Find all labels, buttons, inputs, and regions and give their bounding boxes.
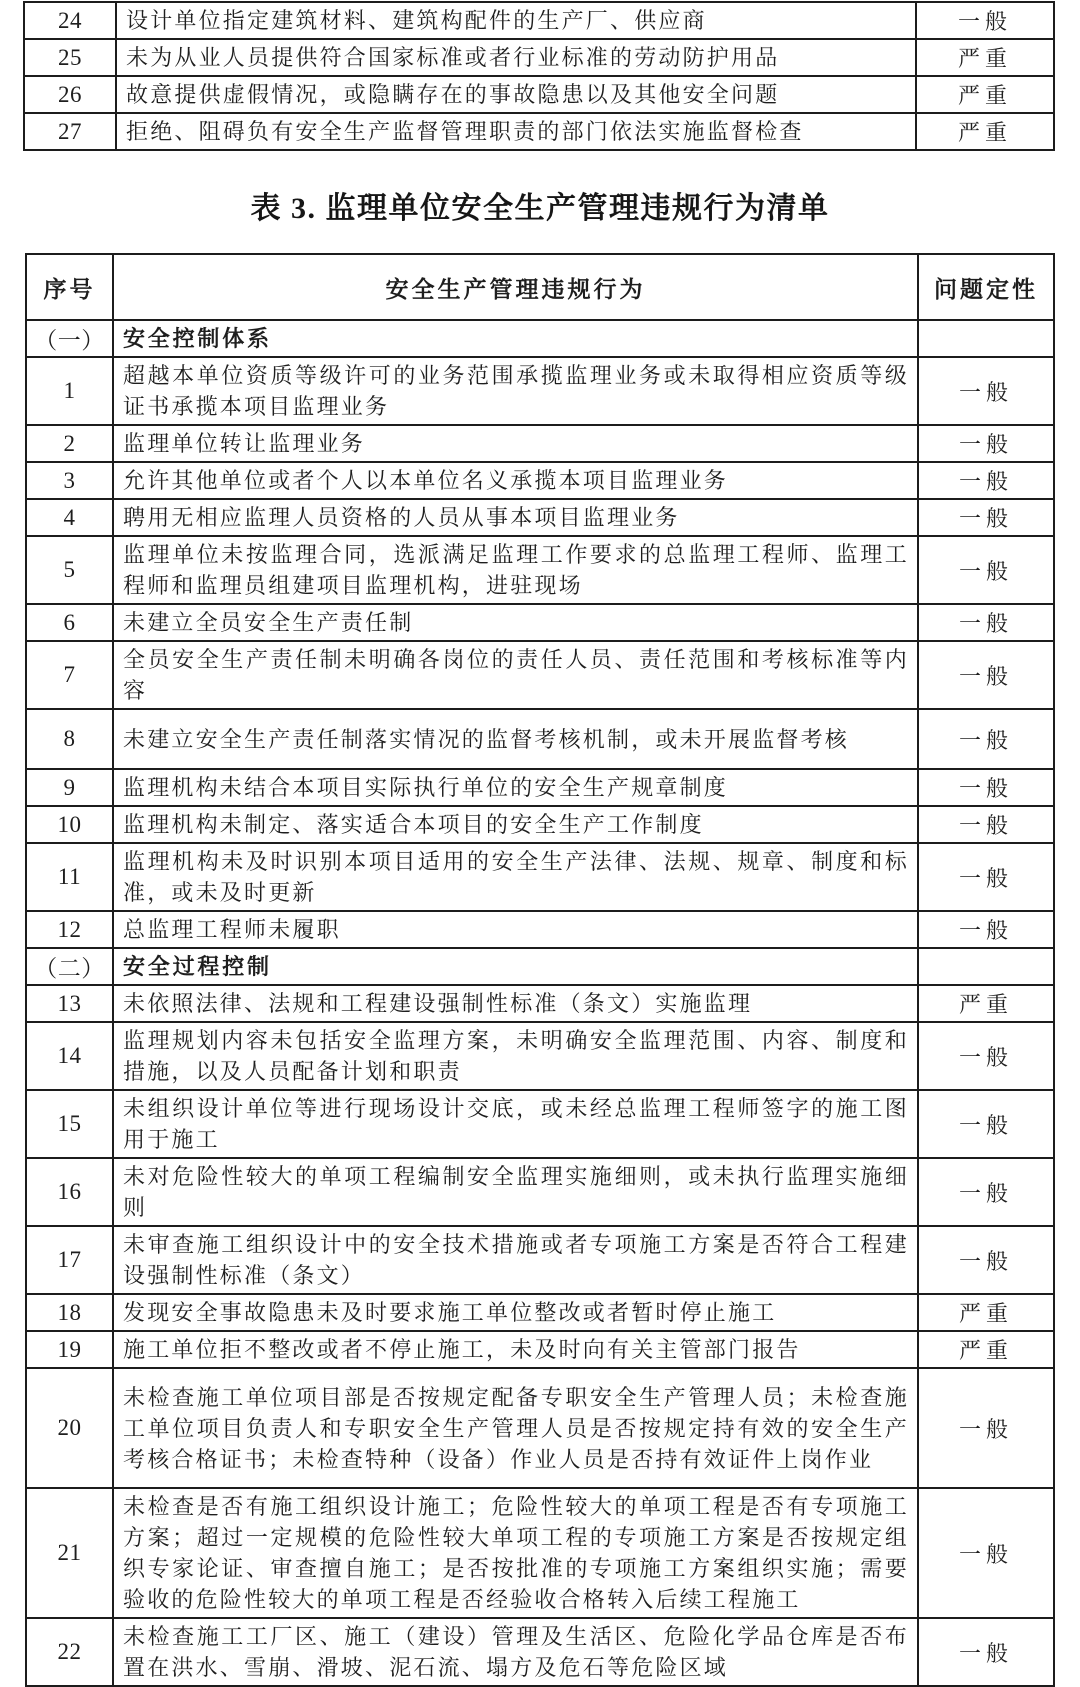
row-index-cell: （一） [26, 320, 113, 357]
violation-text-cell: 监理机构未制定、落实适合本项目的安全生产工作制度 [113, 806, 918, 843]
violation-text-cell: 未为从业人员提供符合国家标准或者行业标准的劳动防护用品 [116, 39, 916, 76]
table-header-row [26, 254, 1054, 320]
table-row [26, 985, 1054, 1022]
severity-cell: 一般 [918, 1158, 1054, 1226]
table-row [26, 769, 1054, 806]
severity-cell: 一般 [918, 769, 1054, 806]
table-row [26, 1226, 1054, 1294]
violation-text-cell: 安全过程控制 [113, 948, 918, 985]
row-index-cell: 22 [26, 1618, 113, 1686]
violation-text-cell: 未建立安全生产责任制落实情况的监督考核机制，或未开展监督考核 [113, 709, 918, 769]
row-index-cell: 8 [26, 709, 113, 769]
violation-text-cell: 发现安全事故隐患未及时要求施工单位整改或者暂时停止施工 [113, 1294, 918, 1331]
severity-cell: 一般 [918, 462, 1054, 499]
severity-cell: 一般 [918, 425, 1054, 462]
section-row [26, 320, 1054, 357]
severity-cell: 一般 [918, 1226, 1054, 1294]
table-row [26, 425, 1054, 462]
violation-text-cell: 安全控制体系 [113, 320, 918, 357]
severity-cell: 一般 [918, 1022, 1054, 1090]
row-index-cell: 19 [26, 1331, 113, 1368]
severity-cell: 严重 [918, 1331, 1054, 1368]
column-header-index: 序号 [26, 254, 113, 320]
violation-text-cell: 超越本单位资质等级许可的业务范围承揽监理业务或未取得相应资质等级证书承揽本项目监理业务 [113, 357, 918, 425]
severity-cell: 严重 [916, 76, 1054, 113]
table-row [26, 843, 1054, 911]
row-index-cell: 7 [26, 641, 113, 709]
table-row [26, 1331, 1054, 1368]
violation-text-cell: 监理单位未按监理合同，选派满足监理工作要求的总监理工程师、监理工程师和监理员组建项目监理机构，进驻现场 [113, 536, 918, 604]
severity-cell [918, 320, 1054, 357]
row-index-cell: 16 [26, 1158, 113, 1226]
row-index-cell: 2 [26, 425, 113, 462]
violation-text-cell: 未建立全员安全生产责任制 [113, 604, 918, 641]
severity-cell: 一般 [918, 806, 1054, 843]
section-row [26, 948, 1054, 985]
row-index-cell: 5 [26, 536, 113, 604]
table-row [26, 604, 1054, 641]
table-row [26, 499, 1054, 536]
row-index-cell: 17 [26, 1226, 113, 1294]
row-index-cell: 20 [26, 1368, 113, 1488]
row-index-cell: 12 [26, 911, 113, 948]
severity-cell: 一般 [918, 1368, 1054, 1488]
row-index-cell: （二） [26, 948, 113, 985]
violation-text-cell: 未检查施工单位项目部是否按规定配备专职安全生产管理人员；未检查施工单位项目负责人和专职安全生产管理人员是否按规定持有效的安全生产考核合格证书；未检查特种（设备）作业人员是否持有效证件上岗作业 [113, 1368, 918, 1488]
violation-text-cell: 未组织设计单位等进行现场设计交底，或未经总监理工程师签字的施工图用于施工 [113, 1090, 918, 1158]
violation-text-cell: 未对危险性较大的单项工程编制安全监理实施细则，或未执行监理实施细则 [113, 1158, 918, 1226]
severity-cell: 严重 [918, 1294, 1054, 1331]
table-row [26, 1488, 1054, 1618]
row-index-cell: 24 [24, 2, 116, 39]
violation-text-cell: 允许其他单位或者个人以本单位名义承揽本项目监理业务 [113, 462, 918, 499]
table-row [26, 1618, 1054, 1686]
violation-text-cell: 监理规划内容未包括安全监理方案，未明确安全监理范围、内容、制度和措施，以及人员配备计划和职责 [113, 1022, 918, 1090]
severity-cell: 一般 [918, 536, 1054, 604]
row-index-cell: 3 [26, 462, 113, 499]
severity-cell: 严重 [918, 985, 1054, 1022]
table-row [26, 536, 1054, 604]
table-row [26, 911, 1054, 948]
violation-text-cell: 设计单位指定建筑材料、建筑构配件的生产厂、供应商 [116, 2, 916, 39]
table-row [26, 641, 1054, 709]
row-index-cell: 9 [26, 769, 113, 806]
violation-text-cell: 故意提供虚假情况，或隐瞒存在的事故隐患以及其他安全问题 [116, 76, 916, 113]
violation-text-cell: 全员安全生产责任制未明确各岗位的责任人员、责任范围和考核标准等内容 [113, 641, 918, 709]
table-row [26, 1368, 1054, 1488]
severity-cell: 一般 [918, 604, 1054, 641]
table-row [26, 1022, 1054, 1090]
row-index-cell: 27 [24, 113, 116, 150]
violation-text-cell: 聘用无相应监理人员资格的人员从事本项目监理业务 [113, 499, 918, 536]
table-row [26, 1158, 1054, 1226]
row-index-cell: 14 [26, 1022, 113, 1090]
table-row [24, 39, 1054, 76]
table-row [26, 1090, 1054, 1158]
severity-cell: 一般 [918, 843, 1054, 911]
severity-cell: 一般 [916, 2, 1054, 39]
severity-cell: 一般 [918, 357, 1054, 425]
row-index-cell: 21 [26, 1488, 113, 1618]
violation-text-cell: 未检查施工工厂区、施工（建设）管理及生活区、危险化学品仓库是否布置在洪水、雪崩、滑坡、泥石流、塌方及危石等危险区域 [113, 1618, 918, 1686]
severity-cell: 一般 [918, 1090, 1054, 1158]
table-row [26, 357, 1054, 425]
violation-text-cell: 总监理工程师未履职 [113, 911, 918, 948]
violation-text-cell: 未审查施工组织设计中的安全技术措施或者专项施工方案是否符合工程建设强制性标准（条文） [113, 1226, 918, 1294]
table-3-title: 表 3. 监理单位安全生产管理违规行为清单 [250, 192, 830, 225]
severity-cell: 一般 [918, 499, 1054, 536]
violation-text-cell: 未检查是否有施工组织设计施工；危险性较大的单项工程是否有专项施工方案；超过一定规模的危险性较大单项工程的专项施工方案是否按规定组织专家论证、审查擅自施工；是否按批准的专项施工方案组织实施；需要验收的危险性较大的单项工程是否经验收合格转入后续工程施工 [113, 1488, 918, 1618]
table-row [24, 2, 1054, 39]
severity-cell: 一般 [918, 641, 1054, 709]
violation-text-cell: 监理机构未及时识别本项目适用的安全生产法律、法规、规章、制度和标准，或未及时更新 [113, 843, 918, 911]
violation-text-cell: 监理单位转让监理业务 [113, 425, 918, 462]
severity-cell: 严重 [916, 39, 1054, 76]
row-index-cell: 13 [26, 985, 113, 1022]
row-index-cell: 26 [24, 76, 116, 113]
row-index-cell: 11 [26, 843, 113, 911]
severity-cell: 一般 [918, 911, 1054, 948]
column-header-violation: 安全生产管理违规行为 [113, 254, 918, 320]
severity-cell: 一般 [918, 1618, 1054, 1686]
table-row [24, 76, 1054, 113]
table-row [24, 113, 1054, 150]
violation-text-cell: 监理机构未结合本项目实际执行单位的安全生产规章制度 [113, 769, 918, 806]
row-index-cell: 6 [26, 604, 113, 641]
table-row [26, 709, 1054, 769]
row-index-cell: 1 [26, 357, 113, 425]
table-row [26, 1294, 1054, 1331]
severity-cell: 一般 [918, 709, 1054, 769]
table-row [26, 806, 1054, 843]
violation-text-cell: 拒绝、阻碍负有安全生产监督管理职责的部门依法实施监督检查 [116, 113, 916, 150]
table-row [26, 462, 1054, 499]
severity-cell [918, 948, 1054, 985]
severity-cell: 严重 [916, 113, 1054, 150]
table-2-continuation [23, 1, 1055, 151]
row-index-cell: 4 [26, 499, 113, 536]
column-header-severity: 问题定性 [918, 254, 1054, 320]
row-index-cell: 10 [26, 806, 113, 843]
row-index-cell: 15 [26, 1090, 113, 1158]
violation-text-cell: 未依照法律、法规和工程建设强制性标准（条文）实施监理 [113, 985, 918, 1022]
violation-text-cell: 施工单位拒不整改或者不停止施工，未及时向有关主管部门报告 [113, 1331, 918, 1368]
table-3-violations [25, 253, 1055, 1687]
row-index-cell: 25 [24, 39, 116, 76]
row-index-cell: 18 [26, 1294, 113, 1331]
severity-cell: 一般 [918, 1488, 1054, 1618]
